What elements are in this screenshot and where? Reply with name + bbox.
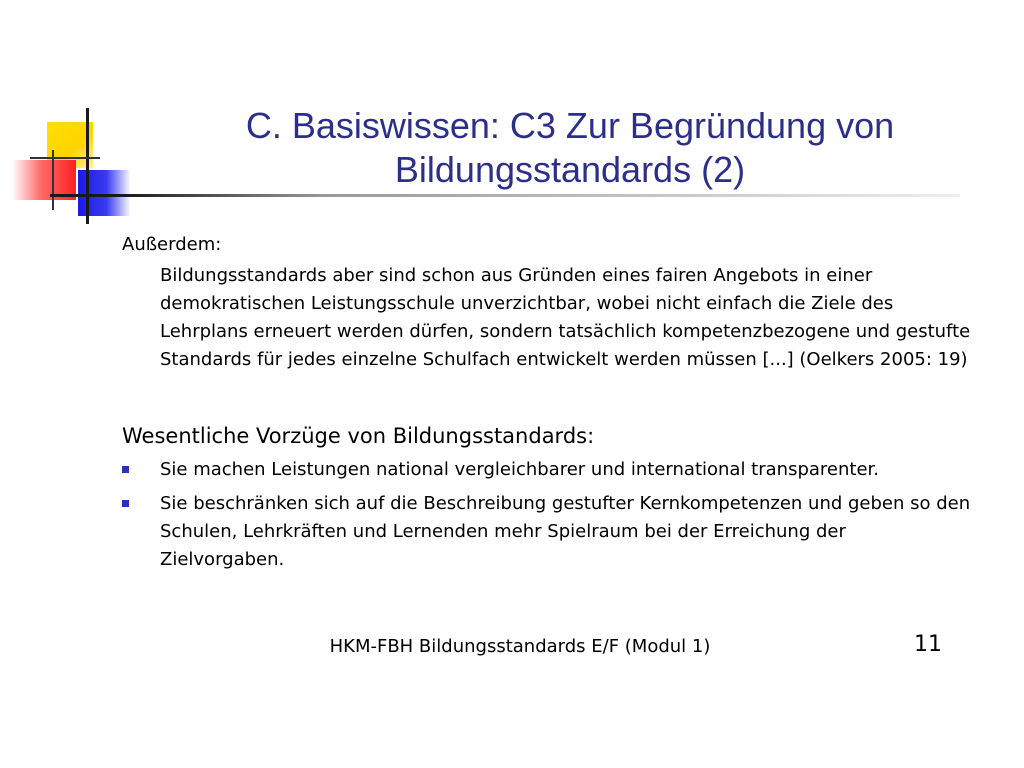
bullet-list (122, 456, 972, 574)
logo-vertical-line (86, 108, 89, 224)
square-bullet-icon (122, 500, 129, 507)
page-number: 11 (914, 632, 942, 657)
intro-label: Außerdem: (122, 234, 222, 255)
slide-footer: HKM-FBH Bildungsstandards E/F (Modul 1) (329, 636, 711, 657)
slide-title-line-1: C. Basiswissen: C3 Zur Begründung von (245, 105, 895, 146)
slide-title (140, 104, 1000, 192)
slide-body (122, 232, 972, 580)
list-item (122, 490, 972, 574)
bullet-text: Sie machen Leistungen national vergleichbarer und international transparenter. (160, 459, 879, 480)
logo-vertical-line-2 (52, 150, 54, 210)
bullet-text: Sie beschränken sich auf die Beschreibung gestufter Kernkompetenzen und geben so den Schulen, Lehrkräften und Lernenden mehr Spielraum bei der Erreichung der Zielvorgaben. (160, 493, 971, 570)
list-item (122, 456, 972, 484)
title-underline (50, 194, 960, 197)
section-heading: Wesentliche Vorzüge von Bildungsstandards: (122, 424, 595, 448)
slide-title-line-2: Bildungsstandards (2) (394, 149, 746, 190)
quote-text: Bildungsstandards aber sind schon aus Gründen eines fairen Angebots in einer demokratischen Leistungsschule unverzichtbar, wobei nicht einfach die Ziele des Lehrplans erneuert werden dürfen, sondern tatsächlich kompetenzbezogene und gestufte Standards für jedes einzelne Schulfach entwickelt werden müssen [...] (Oelkers 2005: 19) (160, 265, 971, 370)
logo-horizontal-line (30, 157, 100, 159)
square-bullet-icon (122, 466, 129, 473)
